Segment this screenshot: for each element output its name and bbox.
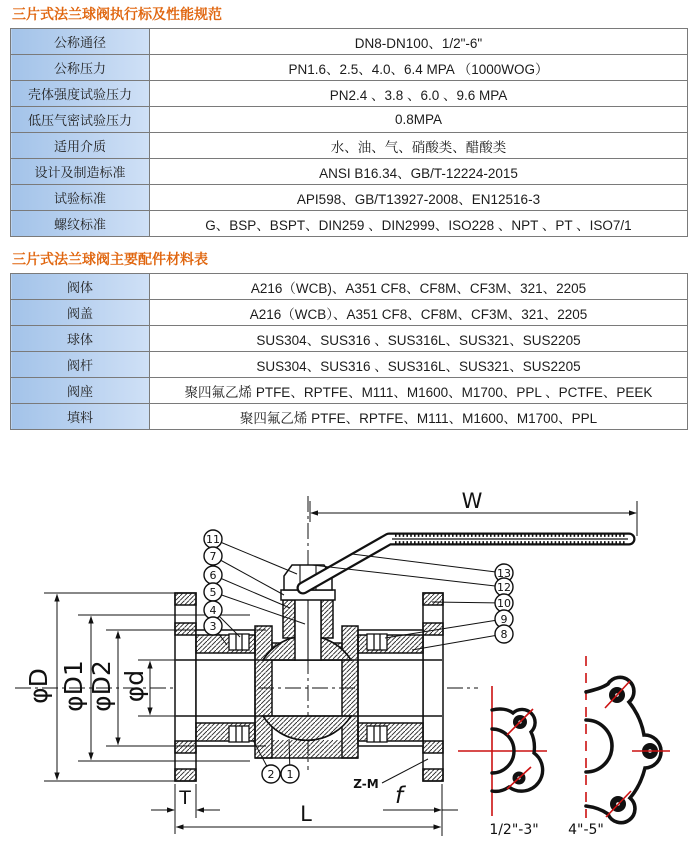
- handle-lever: [303, 536, 629, 588]
- materials-table: [10, 273, 688, 430]
- balloon-number: 11: [206, 533, 220, 546]
- balloon-number: 2: [267, 768, 275, 781]
- table-row: [11, 29, 688, 55]
- row-value: PN2.4 、3.8 、6.0 、9.6 MPA: [150, 81, 688, 107]
- dim-l-label: L: [300, 802, 312, 826]
- table-row: [11, 185, 688, 211]
- dim-phid-label: φd: [120, 669, 149, 703]
- dim-zm-label: Z-M: [353, 777, 379, 791]
- balloon-number: 9: [500, 613, 508, 626]
- row-label: 适用介质: [11, 133, 150, 159]
- row-value: SUS304、SUS316 、SUS316L、SUS321、SUS2205: [150, 326, 688, 352]
- end-view-large-label: 4"-5": [568, 822, 604, 838]
- row-value: A216（WCB）、A351 CF8、CF8M、CF3M、321、2205: [150, 300, 688, 326]
- valve-technical-drawing: [0, 488, 696, 852]
- left-flange: [175, 593, 196, 781]
- table-row: [11, 107, 688, 133]
- row-label: 公称通径: [11, 29, 150, 55]
- balloon-number: 12: [497, 581, 511, 594]
- row-label: 球体: [11, 326, 150, 352]
- material-table-title: 三片式法兰球阀主要配件材料表: [12, 251, 208, 267]
- row-value: 聚四氟乙烯 PTFE、RPTFE、M111、M1600、M1700、PPL 、PCTFE、PEEK: [150, 378, 688, 404]
- row-value: DN8-DN100、1/2"-6": [150, 29, 688, 55]
- balloon-number: 10: [497, 597, 511, 610]
- table-row: [11, 274, 688, 300]
- row-label: 低压气密试验压力: [11, 107, 150, 133]
- balloon-number: 8: [500, 628, 508, 641]
- table-row: [11, 159, 688, 185]
- row-value: 水、油、气、硝酸类、醋酸类: [150, 133, 688, 159]
- table-row: [11, 211, 688, 237]
- dim-phiD1-label: φD1: [59, 660, 88, 712]
- balloon-number: 1: [286, 768, 294, 781]
- row-label: 阀杆: [11, 352, 150, 378]
- dim-w-label: W: [461, 489, 483, 513]
- end-view-small-label: 1/2"-3": [489, 822, 539, 838]
- balloon-number: 6: [209, 569, 217, 582]
- balloon-number: 5: [209, 586, 217, 599]
- row-label: 阀体: [11, 274, 150, 300]
- end-view-large: [568, 656, 670, 838]
- dim-phiD2-label: φD2: [87, 660, 116, 712]
- row-value: A216（WCB)、A351 CF8、CF8M、CF3M、321、2205: [150, 274, 688, 300]
- row-label: 阀盖: [11, 300, 150, 326]
- row-label: 填料: [11, 404, 150, 430]
- row-value: 0.8MPA: [150, 107, 688, 133]
- row-label: 阀座: [11, 378, 150, 404]
- row-value: SUS304、SUS316 、SUS316L、SUS321、SUS2205: [150, 352, 688, 378]
- table-row: [11, 378, 688, 404]
- balloon-number: 7: [209, 550, 217, 563]
- table-row: [11, 133, 688, 159]
- row-value: API598、GB/T13927-2008、EN12516-3: [150, 185, 688, 211]
- table-row: [11, 81, 688, 107]
- dim-phiD-label: φD: [24, 668, 53, 704]
- row-label: 壳体强度试验压力: [11, 81, 150, 107]
- row-value: G、BSP、BSPT、DIN259 、DIN2999、ISO228 、NPT 、PT 、ISO7/1: [150, 211, 688, 237]
- row-label: 螺纹标准: [11, 211, 150, 237]
- row-value: 聚四氟乙烯 PTFE、RPTFE、M111、M1600、M1700、PPL: [150, 404, 688, 430]
- balloon-number: 3: [209, 620, 217, 633]
- table-row: [11, 404, 688, 430]
- balloon-number: 13: [497, 567, 511, 580]
- row-value: ANSI B16.34、GB/T-12224-2015: [150, 159, 688, 185]
- table-row: [11, 55, 688, 81]
- right-flange: [423, 593, 443, 781]
- row-label: 试验标准: [11, 185, 150, 211]
- row-label: 公称压力: [11, 55, 150, 81]
- balloon-number: 4: [209, 604, 217, 617]
- table-row: [11, 300, 688, 326]
- spec-table-title: 三片式法兰球阀执行标及性能规范: [12, 6, 222, 22]
- row-label: 设计及制造标准: [11, 159, 150, 185]
- performance-spec-table: [10, 28, 688, 237]
- table-row: [11, 326, 688, 352]
- table-row: [11, 352, 688, 378]
- dim-f-label: f: [394, 783, 404, 809]
- tables-area: [10, 6, 688, 430]
- end-view-small: [458, 686, 547, 838]
- row-value: PN1.6、2.5、4.0、6.4 MPA （1000WOG）: [150, 55, 688, 81]
- dim-t-label: T: [179, 787, 191, 809]
- dimensions: [44, 501, 637, 836]
